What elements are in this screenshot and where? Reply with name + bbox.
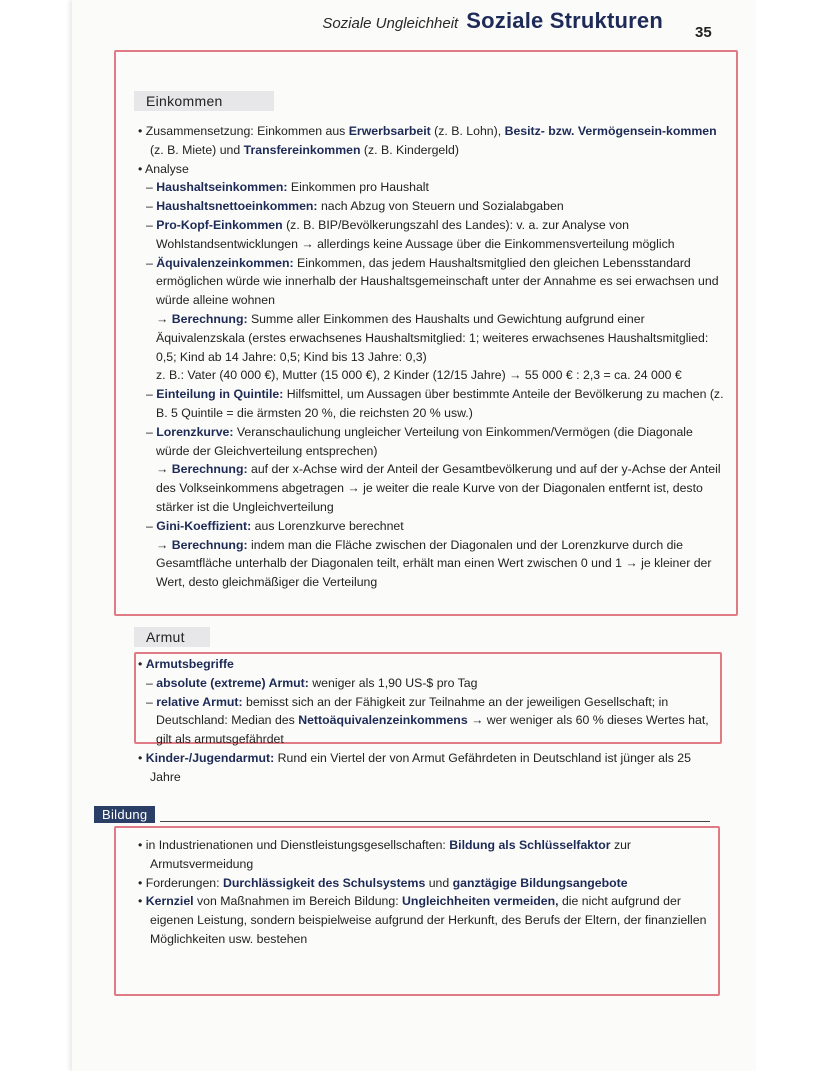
header-subtitle: Soziale Ungleichheit bbox=[322, 15, 459, 32]
header-title: Soziale Strukturen bbox=[466, 8, 663, 33]
section-label-armut: Armut bbox=[134, 627, 210, 647]
bildung-content bbox=[138, 836, 714, 949]
list-item-bildung-schluesselfaktor: • in Industrienationen und Dienstleistungsgesellschaften: Bildung als Schlüsselfaktor zur Armutsvermeidung bbox=[138, 838, 632, 871]
list-item-gini-berechnung: → Berechnung: indem man die Fläche zwischen der Diagonalen und der Lorenzkurve durch die Gesamtfläche unterhalb der Diagonalen teilt, erhält man einen Wert zwischen 0 und 1 → je kleiner der Wert, desto gleichmäßiger die Verteilung bbox=[156, 537, 712, 590]
list-item-aequivalenz-berechnung: → Berechnung: Summe aller Einkommen des Haushalts und Gewichtung aufgrund einer Äquivalenzskala (erstes erwachsenes Haushaltsmitglied: 1; weiteres erwachsenes Haushaltsmitglied: 0,5; Kind ab 14 Jahre: 0,5; Kind bis 13 Jahre: 0,3) bbox=[156, 311, 709, 364]
list-item-armutsbegriffe: • Armutsbegriffe bbox=[138, 657, 234, 671]
list-item-relative-armut: – relative Armut: bemisst sich an der Fähigkeit zur Teilnahme an der jeweiligen Gesellschaft; in Deutschland: Median des Nettoäquivalenzeinkommens → wer weniger als 60 % dieses Wertes hat, gilt als armutsgefährdet bbox=[146, 694, 709, 747]
list-item-bildung-forderungen: • Forderungen: Durchlässigkeit des Schulsystems und ganztägige Bildungsangebote bbox=[138, 875, 628, 890]
section-tag-bildung: Bildung bbox=[94, 806, 155, 823]
list-item-haushaltseinkommen: – Haushaltseinkommen: Einkommen pro Haushalt bbox=[146, 180, 429, 195]
page-number: 35 bbox=[695, 24, 712, 41]
list-item-haushaltsnettoeinkommen: – Haushaltsnettoeinkommen: nach Abzug von Steuern und Sozialabgaben bbox=[146, 199, 564, 214]
list-item-kinderarmut: • Kinder-/Jugendarmut: Rund ein Viertel der von Armut Gefährdeten in Deutschland ist jünger als 25 Jahre bbox=[138, 750, 691, 784]
list-item-bildung-kernziel: • Kernziel von Maßnahmen im Bereich Bildung: Ungleichheiten vermeiden, die nicht aufgrund der eigenen Leistung, sondern beispielweise aufgrund der Herkunft, des Berufs der Eltern, der finanziellen Möglichkeiten usw. bestehen bbox=[138, 894, 707, 946]
section-rule bbox=[160, 821, 710, 822]
einkommen-content bbox=[138, 122, 728, 592]
list-item-zusammensetzung: • Zusammensetzung: Einkommen aus Erwerbsarbeit (z. B. Lohn), Besitz- bzw. Vermögensein-kommen (z. B. Miete) und Transfereinkommen (z. B. Kindergeld) bbox=[138, 124, 717, 157]
list-item-quintile: – Einteilung in Quintile: Hilfsmittel, um Aussagen über bestimmte Anteile der Bevölkerung zu machen (z. B. 5 Quintile = die ärmsten 20 %, die reichsten 20 % usw.) bbox=[146, 387, 724, 420]
section-label-einkommen: Einkommen bbox=[134, 91, 274, 111]
list-item-analyse: • Analyse bbox=[138, 161, 189, 176]
list-item-pro-kopf: – Pro-Kopf-Einkommen (z. B. BIP/Bevölkerungszahl des Landes): v. a. zur Analyse von Wohlstandsentwicklungen → allerdings keine Aussage über die Einkommensverteilung möglich bbox=[146, 217, 675, 251]
list-item-gini: – Gini-Koeffizient: aus Lorenzkurve berechnet bbox=[146, 518, 404, 533]
armut-content bbox=[138, 655, 718, 787]
list-item-aequivalenzeinkommen: – Äquivalenzeinkommen: Einkommen, das jedem Haushaltsmitglied den gleichen Lebensstandard ermöglichen würde wie innerhalb der Haushaltsgemeinschaft unter der Annahme es sei erwachsen und würde alleine wohnen bbox=[146, 255, 719, 308]
section-header-bildung bbox=[94, 806, 710, 824]
list-item-lorenz-berechnung: → Berechnung: auf der x-Achse wird der Anteil der Gesamtbevölkerung und auf der y-Achse der Anteil des Volkseinkommens abgetragen → je weiter die reale Kurve von der Diagonalen entfernt ist, desto stärker ist die Ungleichverteilung bbox=[156, 462, 721, 514]
list-item-absolute-armut: – absolute (extreme) Armut: weniger als 1,90 US-$ pro Tag bbox=[146, 675, 478, 690]
list-item-aequivalenz-beispiel: z. B.: Vater (40 000 €), Mutter (15 000 €), 2 Kinder (12/15 Jahre) → 55 000 € : 2,3 = ca. 24 000 € bbox=[156, 368, 682, 383]
page-header bbox=[322, 8, 663, 34]
list-item-lorenzkurve: – Lorenzkurve: Veranschaulichung ungleicher Verteilung von Einkommen/Vermögen (die Diagonale würde der Gleichverteilung entsprechen) bbox=[146, 424, 693, 458]
